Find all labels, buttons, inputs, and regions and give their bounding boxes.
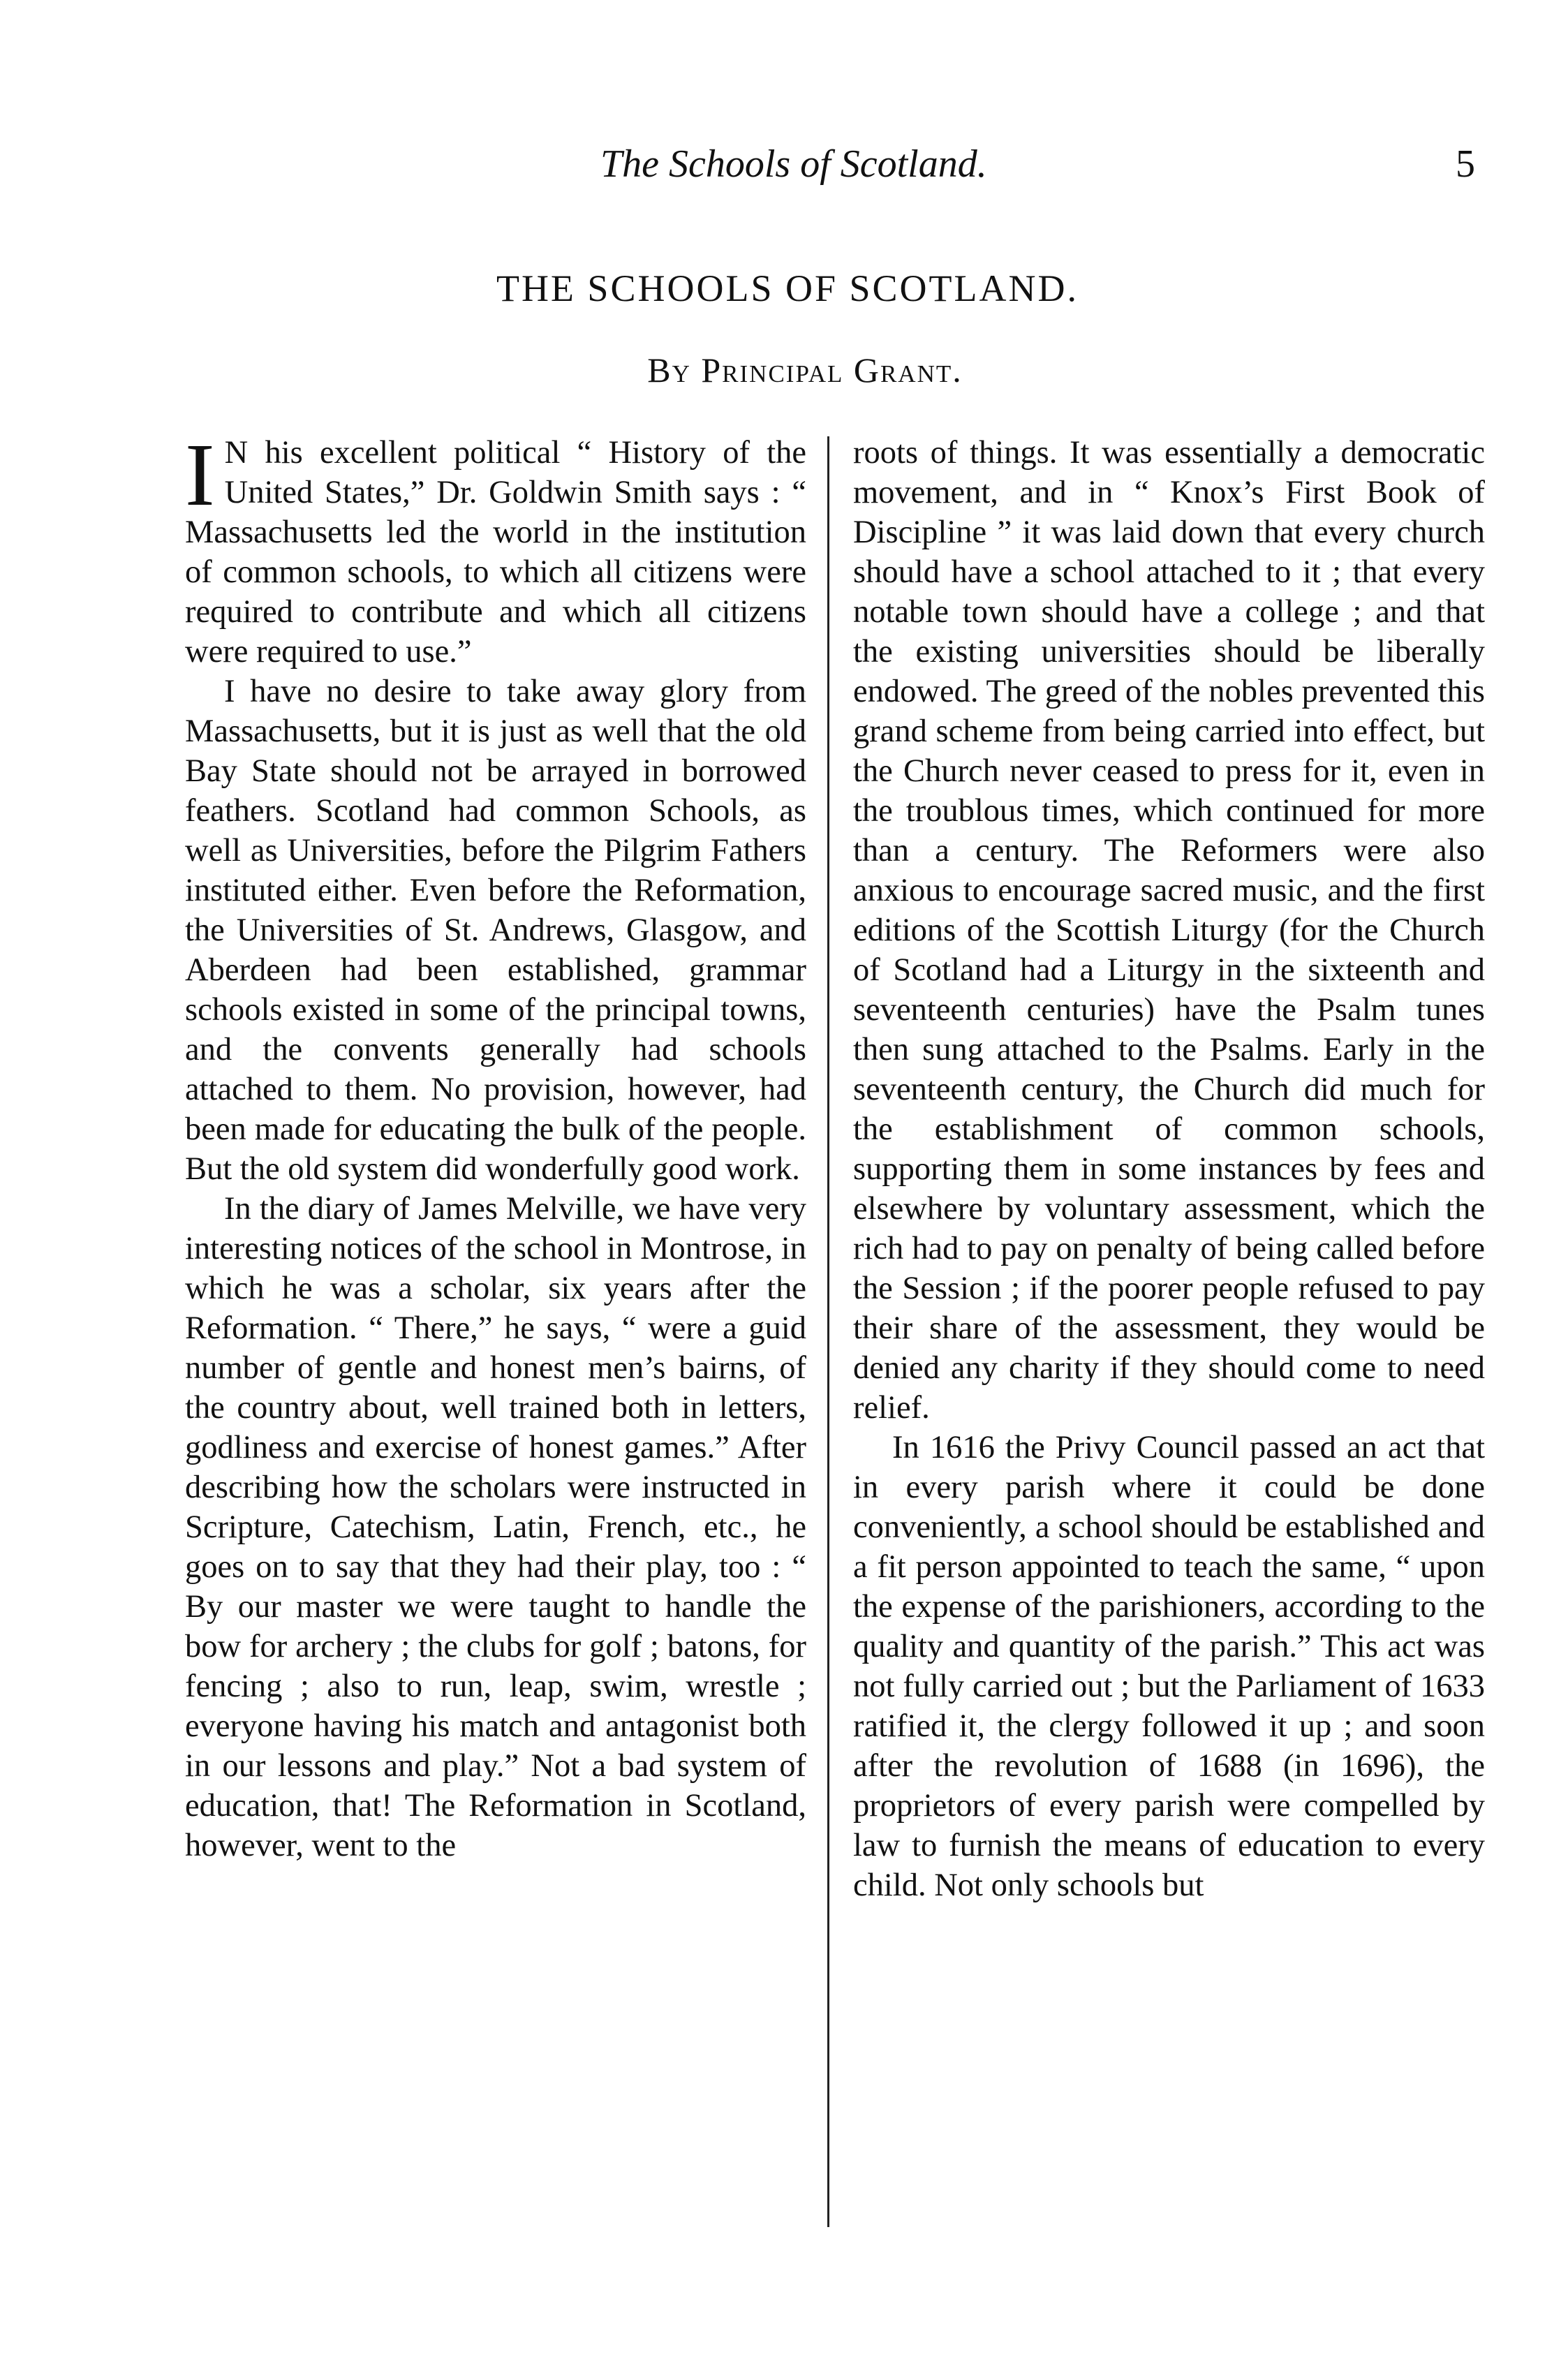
- paragraph-1: [185, 425, 806, 672]
- paragraph-1-text: N his excellent political “ History of the United States,” Dr. Goldwin Smith says : “ Massachusetts led the world in the institution of common schools, to which all citizens were required to contribute and which all citizens were required to use.”: [185, 435, 806, 670]
- byline: By Principal Grant.: [647, 350, 963, 390]
- running-title: The Schools of Scotland.: [600, 142, 987, 186]
- paragraph-2: I have no desire to take away glory from Massachusetts, but it is just as well that the old Bay State should not be arrayed in borrowed feathers. Scotland had common Schools, as well as Universities, before the Pilgrim Fathers instituted either. Even before the Reformation, the Universities of St. Andrews, Glasgow, and Aberdeen had been established, grammar schools existed in some of the principal towns, and the convents generally had schools attached to them. No provision, however, had been made for educating the bulk of the people. But the old system did wonderfully good work.: [185, 674, 806, 1187]
- drop-cap: I: [185, 425, 215, 524]
- left-column: [185, 425, 806, 1865]
- paragraph-5: In 1616 the Privy Council passed an act that in every parish where it could be done conveniently, a school should be established and a fit person appointed to teach the same, “ upon the expense of the parishioners, according to the quality and quantity of the parish.” This act was not fully carried out ; but the Parliament of 1633 ratified it, the clergy followed it up ; and soon after the revolution of 1688 (in 1696), the proprietors of every parish were compelled by law to furnish the means of education to every child. Not only schools but: [853, 1430, 1485, 1903]
- paragraph-4: roots of things. It was essentially a democratic movement, and in “ Knox’s First Book of Discipline ” it was laid down that every church should have a school attached to it ; that every notable town should have a college ; and that the existing universities should be liberally endowed. The greed of the nobles prevented this grand scheme from being carried into effect, but the Church never ceased to press for it, even in the troublous times, which continued for more than a century. The Reformers were also anxious to encourage sacred music, and the first editions of the Scottish Liturgy (for the Church of Scotland had a Liturgy in the sixteenth and seventeenth centuries) have the Psalm tunes then sung attached to the Psalms. Early in the seventeenth century, the Church did much for the establishment of common schools, supporting them in some instances by fees and elsewhere by voluntary assessment, which the rich had to pay on penalty of being called before the Session ; if the poorer people refused to pay their share of the assessment, they would be denied any charity if they should come to need relief.: [853, 435, 1485, 1426]
- page-number: 5: [1456, 142, 1475, 186]
- article-title: THE SCHOOLS OF SCOTLAND.: [496, 267, 1079, 309]
- paragraph-3: In the diary of James Melville, we have very interesting notices of the school in Montrose, in which he was a scholar, six years after the Reformation. “ There,” he says, “ were a guid number of gentle and honest men’s bairns, of the country about, well trained both in letters, godliness and exercise of honest games.” After describing how the scholars were instructed in Scripture, Catechism, Latin, French, etc., he goes on to say that they had their play, too : “ By our master we were taught to handle the bow for archery ; the clubs for golf ; batons, for fencing ; also to run, leap, swim, wrestle ; everyone having his match and antagonist both in our lessons and play.” Not a bad system of education, that! The Reformation in Scotland, however, went to the: [185, 1191, 806, 1863]
- running-head: [0, 136, 1568, 192]
- right-column: [853, 433, 1485, 1905]
- column-divider: [827, 436, 829, 2227]
